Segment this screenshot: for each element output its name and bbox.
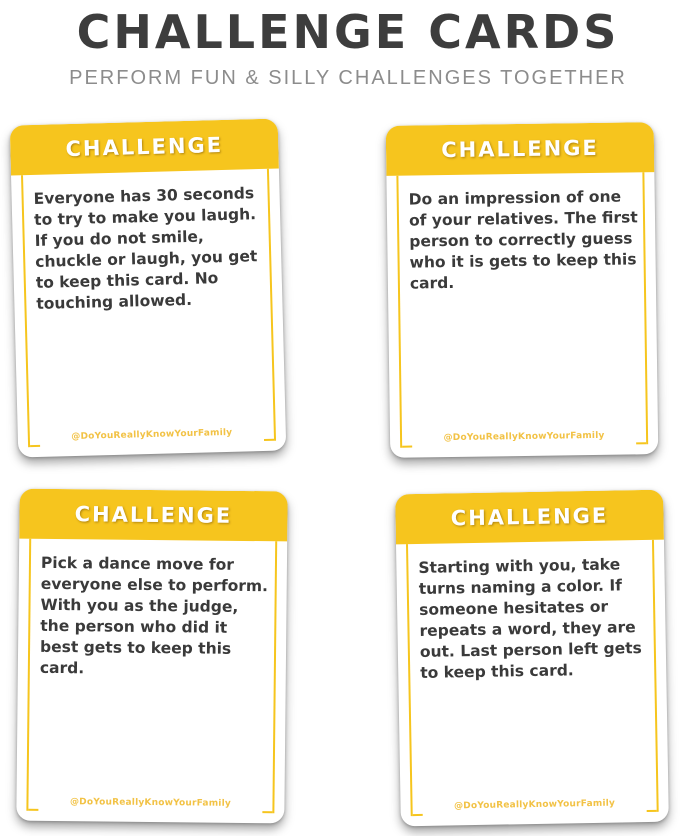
card-header [386,122,655,176]
card-heading: CHALLENGE [65,132,224,162]
card-handle: @DoYouReallyKnowYourFamily [71,427,233,443]
challenge-card-3 [16,489,287,824]
card-heading: CHALLENGE [450,503,609,531]
page-subtitle: PERFORM FUN & SILLY CHALLENGES TOGETHER [69,67,627,89]
card-header [19,489,288,542]
challenge-card-1 [10,119,287,458]
card-text: Pick a dance move for everyone else to perform. With you as the judge, the person who did it best gets to keep this card. [39,553,269,678]
challenge-card-4 [395,490,669,827]
card-text: Do an impression of one of your relatives. The first person to correctly guess who it is gets to keep this card. [408,187,638,293]
card-heading: CHALLENGE [441,135,599,163]
card-header [395,490,664,545]
card-heading: CHALLENGE [74,502,233,528]
card-header [10,119,279,176]
card-text: Starting with you, take turns naming a color. If someone hesitates or repeats a word, they are out. Last person left gets to keep this card. [418,555,642,682]
page-title: CHALLENGE CARDS [76,5,620,59]
card-handle: @DoYouReallyKnowYourFamily [453,798,616,812]
challenge-card-2 [386,122,659,458]
card-text: Everyone has 30 seconds to try to make you laugh. If you do not smile, chuckle or laugh, you get to keep this card. No touching allowed. [33,184,258,313]
card-handle: @DoYouReallyKnowYourFamily [69,797,232,809]
card-handle: @DoYouReallyKnowYourFamily [443,430,605,444]
